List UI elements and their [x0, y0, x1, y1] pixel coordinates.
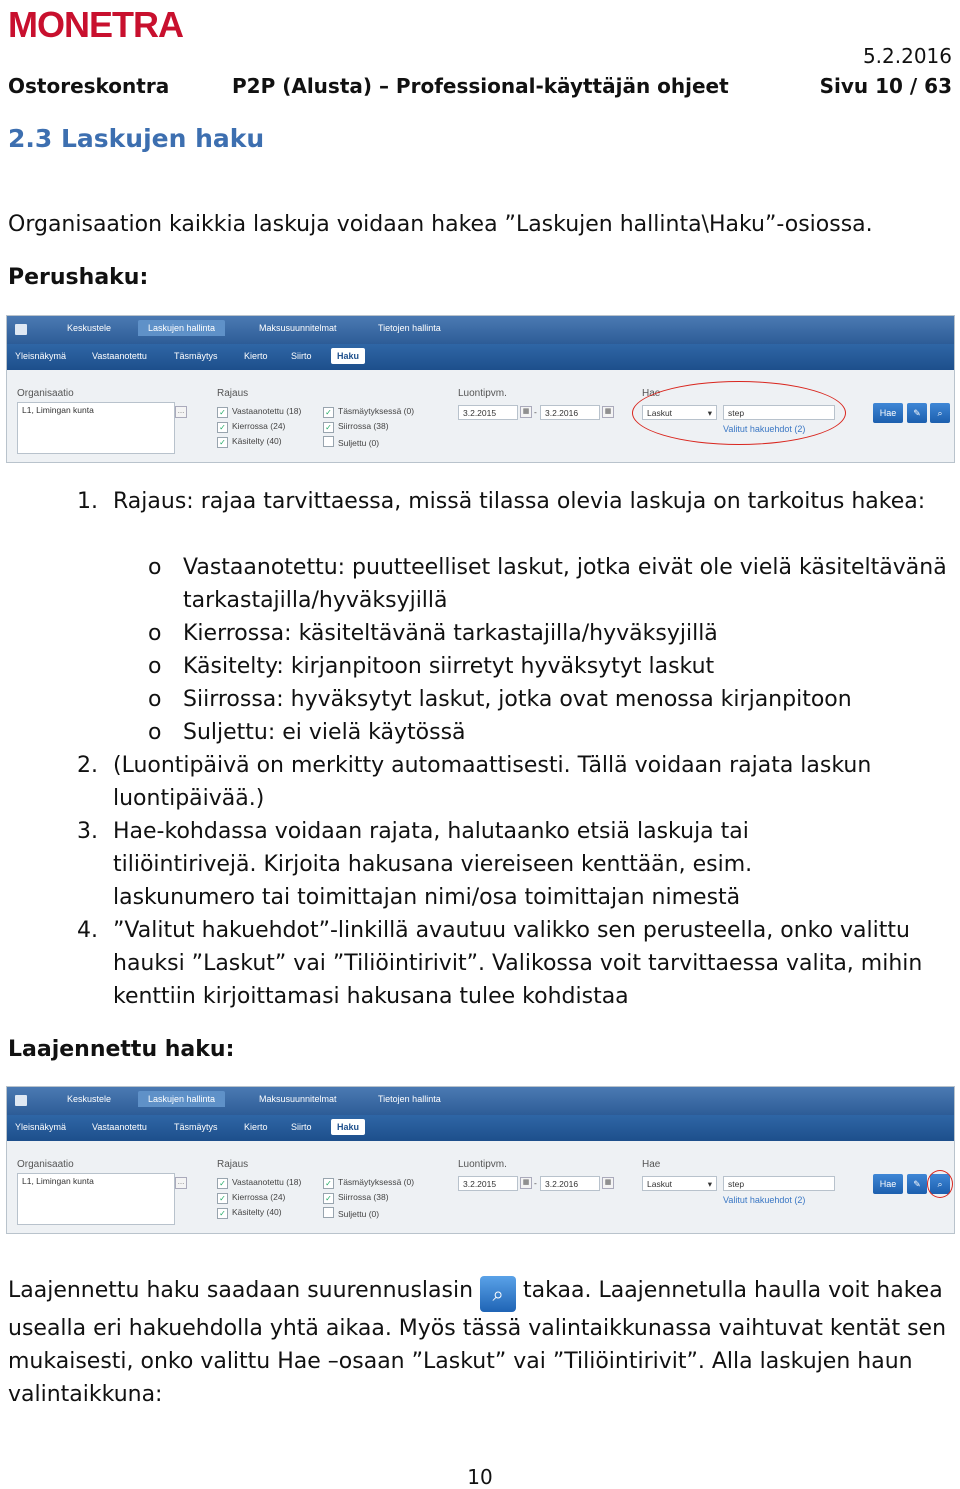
date-from-input[interactable]: 3.2.2015	[458, 405, 518, 420]
chevron-down-icon: ▾	[707, 408, 712, 418]
magnifier-icon[interactable]: ⌕	[930, 1174, 950, 1194]
list-number: 1.	[77, 489, 98, 514]
list-number: 3.	[77, 819, 98, 844]
nav-item-keskustele[interactable]: Keskustele	[67, 323, 112, 333]
bullet-mark: o	[148, 621, 162, 646]
check-kasitelty[interactable]: ✓ Käsitelty (40)	[217, 436, 282, 448]
bullet-suljettu: Suljettu: ei vielä käytössä	[183, 720, 466, 745]
rajaus-label: Rajaus	[217, 388, 249, 399]
list-item-1: Rajaus: rajaa tarvittaessa, missä tilassa olevia laskuja on tarkoitus hakea:	[113, 489, 926, 514]
list-item-3: Hae-kohdassa voidaan rajata, halutaanko etsiä laskuja tai tiliöintirivejä. Kirjoita hakusana viereiseen kenttään, esim. laskunumero tai toimittajan nimi/osa toimittajan nimestä	[113, 819, 753, 910]
bullet-mark: o	[148, 654, 162, 679]
nav-item-tietojen-hallinta[interactable]: Tietojen hallinta	[378, 323, 441, 333]
home-icon	[15, 324, 27, 335]
header-left: Ostoreskontra	[8, 74, 170, 98]
calendar-icon[interactable]: ▦	[602, 406, 614, 418]
bullet-kierrossa: Kierrossa: käsiteltävänä tarkastajilla/hyväksyjillä	[183, 621, 718, 646]
date-to-input[interactable]: 3.2.2016	[540, 1176, 600, 1191]
subnav-yleisnakyma[interactable]: Yleisnäkymä	[15, 351, 67, 361]
nav-item-maksusuunnitelmat[interactable]: Maksusuunnitelmat	[259, 1094, 337, 1104]
subnav-haku[interactable]: Haku	[331, 348, 365, 364]
hae-button[interactable]: Hae	[873, 1174, 903, 1194]
advanced-search-magnifier-icon: ⌕	[480, 1276, 516, 1312]
nav-item-laskujen-hallinta[interactable]: Laskujen hallinta	[138, 1091, 225, 1107]
filter-bar	[7, 370, 954, 462]
subnav-vastaanotettu[interactable]: Vastaanotettu	[92, 1122, 147, 1132]
bullet-siirrossa: Siirrossa: hyväksytyt laskut, jotka ovat menossa kirjanpitoon	[183, 687, 852, 712]
annotation-oval	[632, 381, 846, 445]
main-nav	[7, 316, 954, 344]
check-kierrossa[interactable]: ✓ Kierrossa (24)	[217, 1192, 285, 1204]
magnifier-icon[interactable]: ⌕	[930, 403, 950, 423]
check-vastaanotettu[interactable]: ✓ Vastaanotettu (18)	[217, 406, 301, 418]
hae-search-input[interactable]: step	[723, 1176, 835, 1191]
subnav-haku[interactable]: Haku	[331, 1119, 365, 1135]
hae-label: Hae	[642, 388, 661, 399]
check-tasmaytyksessa[interactable]: ✓ Täsmäytyksessä (0)	[323, 1177, 414, 1189]
bullet-mark: o	[148, 555, 162, 580]
header-page: Sivu 10 / 63	[819, 74, 952, 98]
calendar-icon[interactable]: ▦	[520, 1177, 532, 1189]
filter-bar	[7, 1141, 954, 1233]
check-kasitelty[interactable]: ✓ Käsitelty (40)	[217, 1207, 282, 1219]
calendar-icon[interactable]: ▦	[602, 1177, 614, 1189]
check-siirrossa[interactable]: ✓ Siirrossa (38)	[323, 1192, 389, 1204]
clear-icon[interactable]: ✎	[907, 1174, 927, 1194]
header-center: P2P (Alusta) – Professional-käyttäjän ohjeet	[232, 74, 729, 98]
bullet-mark: o	[148, 720, 162, 745]
advanced-search-title: Laajennettu haku:	[8, 1037, 235, 1062]
check-tasmaytyksessa[interactable]: ✓ Täsmäytyksessä (0)	[323, 406, 414, 418]
valitut-hakuehdot-link[interactable]: Valitut hakuehdot (2)	[723, 1195, 806, 1205]
subnav-tasmaytys[interactable]: Täsmäytys	[174, 351, 218, 361]
sub-nav	[7, 1115, 954, 1141]
nav-item-laskujen-hallinta[interactable]: Laskujen hallinta	[138, 320, 225, 336]
hae-type-select[interactable]: Laskut ▾	[642, 1176, 717, 1191]
subnav-vastaanotettu[interactable]: Vastaanotettu	[92, 351, 147, 361]
company-logo: MONETRA	[8, 4, 183, 45]
section-title: 2.3 Laskujen haku	[8, 124, 265, 153]
hae-label: Hae	[642, 1159, 661, 1170]
check-siirrossa[interactable]: ✓ Siirrossa (38)	[323, 421, 389, 433]
hae-type-select[interactable]: Laskut ▾	[642, 405, 717, 420]
luontipvm-label: Luontipvm.	[458, 1159, 507, 1170]
rajaus-label: Rajaus	[217, 1159, 249, 1170]
check-kierrossa[interactable]: ✓ Kierrossa (24)	[217, 421, 285, 433]
subnav-siirto[interactable]: Siirto	[291, 1122, 312, 1132]
basic-search-title: Perushaku:	[8, 265, 149, 290]
valitut-hakuehdot-link[interactable]: Valitut hakuehdot (2)	[723, 424, 806, 434]
date-separator: -	[534, 1178, 537, 1188]
org-field[interactable]: L1, Limingan kunta	[17, 402, 175, 454]
subnav-tasmaytys[interactable]: Täsmäytys	[174, 1122, 218, 1132]
date-from-input[interactable]: 3.2.2015	[458, 1176, 518, 1191]
chevron-down-icon: ▾	[707, 1179, 712, 1189]
bullet-kasitelty: Käsitelty: kirjanpitoon siirretyt hyväksytyt laskut	[183, 654, 715, 679]
check-vastaanotettu[interactable]: ✓ Vastaanotettu (18)	[217, 1177, 301, 1189]
nav-item-keskustele[interactable]: Keskustele	[67, 1094, 112, 1104]
org-picker-button[interactable]: …	[175, 1177, 187, 1189]
luontipvm-label: Luontipvm.	[458, 388, 507, 399]
check-suljettu[interactable]: Suljettu (0)	[323, 436, 379, 448]
bullet-vastaanotettu: Vastaanotettu: puutteelliset laskut, jotka eivät ole vielä käsiteltävänä tarkastajilla/hyväksyjillä	[183, 555, 947, 613]
intro-paragraph: Organisaation kaikkia laskuja voidaan hakea ”Laskujen hallinta\Haku”-osiossa.	[8, 212, 873, 237]
main-nav	[7, 1087, 954, 1115]
annotation-oval	[927, 1170, 953, 1198]
sub-nav	[7, 344, 954, 370]
subnav-siirto[interactable]: Siirto	[291, 351, 312, 361]
hae-search-input[interactable]: step	[723, 405, 835, 420]
advanced-search-screenshot	[6, 1086, 955, 1234]
hae-button[interactable]: Hae	[873, 403, 903, 423]
clear-icon[interactable]: ✎	[907, 403, 927, 423]
subnav-kierto[interactable]: Kierto	[244, 1122, 268, 1132]
advanced-paragraph: Laajennettu haku saadaan suurennuslasin ⌕ takaa. Laajennetulla haulla voit hakea usealla eri hakuehdolla yhtä aikaa. Myös tässä valintaikkunassa vaihtuvat kentät sen mukaisesti, onko valittu Hae –osaan ”Laskut” vai ”Tiliöintirivit”. Alla laskujen haun valintaikkuna:	[8, 1278, 947, 1407]
subnav-yleisnakyma[interactable]: Yleisnäkymä	[15, 1122, 67, 1132]
list-number: 4.	[77, 918, 98, 943]
org-label: Organisaatio	[17, 388, 74, 399]
date-separator: -	[534, 407, 537, 417]
nav-item-tietojen-hallinta[interactable]: Tietojen hallinta	[378, 1094, 441, 1104]
org-picker-button[interactable]: …	[175, 406, 187, 418]
org-field[interactable]: L1, Limingan kunta	[17, 1173, 175, 1225]
check-suljettu[interactable]: Suljettu (0)	[323, 1207, 379, 1219]
nav-item-maksusuunnitelmat[interactable]: Maksusuunnitelmat	[259, 323, 337, 333]
date-to-input[interactable]: 3.2.2016	[540, 405, 600, 420]
bullet-mark: o	[148, 687, 162, 712]
page-number: 10	[467, 1465, 493, 1489]
document-date: 5.2.2016	[862, 44, 952, 68]
list-number: 2.	[77, 753, 98, 778]
subnav-kierto[interactable]: Kierto	[244, 351, 268, 361]
list-item-4: ”Valitut hakuehdot”-linkillä avautuu valikko sen perusteella, onko valittu hauksi ”Laskut” vai ”Tiliöintirivit”. Valikossa voit tarvittaessa valita, mihin kenttiin kirjoittamasi hakusana tulee kohdistaa	[113, 918, 923, 1009]
list-item-2: (Luontipäivä on merkitty automaattisesti. Tällä voidaan rajata laskun luontipäivää.)	[113, 753, 872, 811]
basic-search-screenshot	[6, 315, 955, 463]
home-icon	[15, 1095, 27, 1106]
calendar-icon[interactable]: ▦	[520, 406, 532, 418]
org-label: Organisaatio	[17, 1159, 74, 1170]
